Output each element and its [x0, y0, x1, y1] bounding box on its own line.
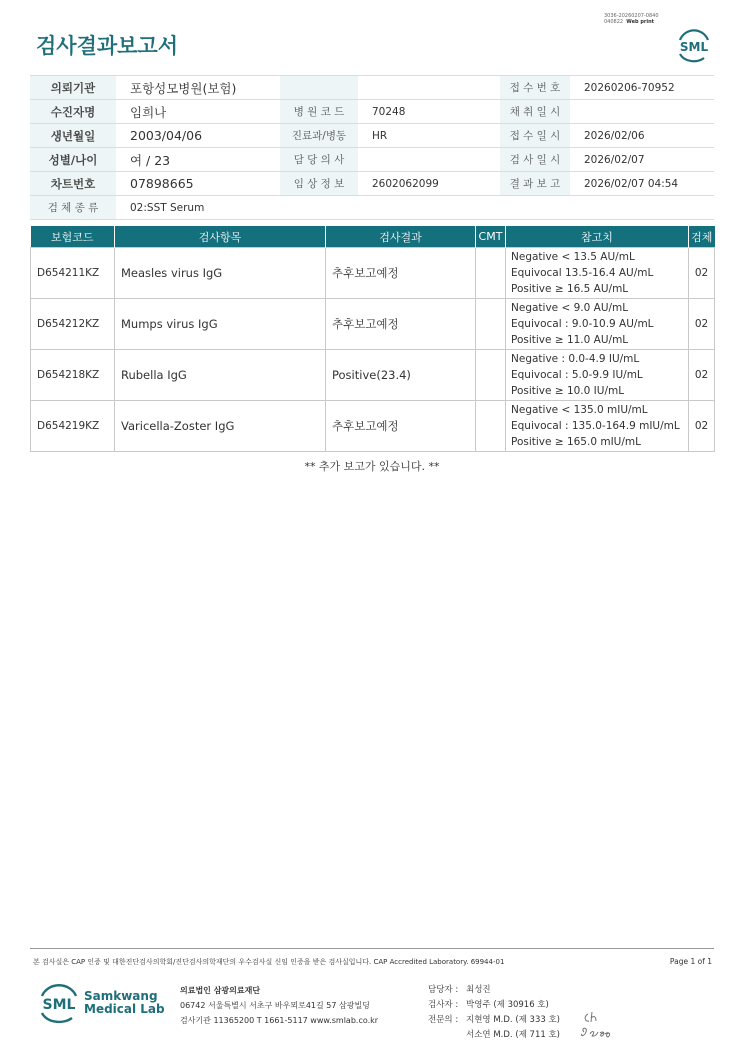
- footer-organization: [180, 983, 378, 1028]
- org-contact: 검사기관 11365200 T 1661-5117 www.smlab.co.kr: [180, 1016, 379, 1025]
- insurance-code: D654218KZ: [31, 350, 115, 401]
- report-title: 검사결과보고서: [36, 34, 179, 58]
- col-reference: 참고치: [506, 226, 689, 248]
- reference-range: [506, 350, 689, 401]
- staff-name: 박영주 (제 30916 호): [466, 1000, 549, 1010]
- info-label: 결 과 보 고: [500, 172, 570, 196]
- info-label: 접 수 번 호: [500, 76, 570, 100]
- reference-range: [506, 401, 689, 452]
- info-row: [30, 100, 714, 124]
- test-result: 추후보고예정: [326, 401, 476, 452]
- result-row: [31, 248, 715, 299]
- staff-name: 지현영 M.D. (제 333 호): [466, 1015, 561, 1025]
- info-value: 포항성모병원(보험): [116, 76, 280, 100]
- footer-brand: [84, 990, 165, 1016]
- additional-report-note: ** 추가 보고가 있습니다. **: [304, 460, 440, 473]
- info-value: [358, 76, 500, 100]
- specimen-code: 02: [689, 350, 715, 401]
- info-value: 2026/02/06: [570, 124, 714, 148]
- info-label: 수진자명: [30, 100, 116, 124]
- col-specimen: 검체: [689, 226, 715, 248]
- reference-line: Equivocal : 5.0-9.9 IU/mL: [511, 369, 643, 381]
- col-test-result: 검사결과: [326, 226, 476, 248]
- info-label: 생년월일: [30, 124, 116, 148]
- results-header-row: [31, 226, 715, 248]
- reference-line: Positive ≥ 10.0 IU/mL: [511, 385, 625, 397]
- info-label: 채 취 일 시: [500, 100, 570, 124]
- accreditation-note: 본 검사실은 CAP 인증 및 대한진단검사의학회/진단검사의학재단의 우수검사실 신임 인증을 받은 검사실입니다. CAP Accredited Laboratory. 69944-01: [33, 958, 505, 966]
- info-value: 07898665: [116, 172, 280, 196]
- document-id: [604, 13, 659, 25]
- sml-logo-icon: [674, 25, 714, 63]
- test-result: 추후보고예정: [326, 299, 476, 350]
- insurance-code: D654211KZ: [31, 248, 115, 299]
- info-label: 임 상 정 보: [280, 172, 358, 196]
- info-label: 차트번호: [30, 172, 116, 196]
- info-value: 2602062099: [358, 172, 500, 196]
- specimen-code: 02: [689, 299, 715, 350]
- staff-name: 최성진: [466, 985, 491, 995]
- samkwang-logo-icon: [36, 980, 82, 1026]
- info-label: 진료과/병동: [280, 124, 358, 148]
- info-label: 병 원 코 드: [280, 100, 358, 124]
- specimen-value: 02:SST Serum: [116, 196, 714, 220]
- test-result: Positive(23.4): [326, 350, 476, 401]
- info-value: 70248: [358, 100, 500, 124]
- info-row: [30, 172, 714, 196]
- svg-text:SML: SML: [42, 997, 76, 1013]
- reference-line: Positive ≥ 16.5 AU/mL: [511, 283, 629, 295]
- info-label: 의뢰기관: [30, 76, 116, 100]
- staff-role: 담당자 :: [428, 985, 459, 995]
- reference-line: Equivocal : 135.0-164.9 mIU/mL: [511, 420, 680, 432]
- staff-row: [428, 1028, 560, 1043]
- cmt-cell: [476, 299, 506, 350]
- info-label: 성별/나이: [30, 148, 116, 172]
- brand-line-2: Medical Lab: [84, 1002, 165, 1016]
- org-name: 의료법인 삼광의료재단: [180, 986, 261, 995]
- specimen-code: 02: [689, 248, 715, 299]
- reference-line: Equivocal 13.5-16.4 AU/mL: [511, 267, 654, 279]
- col-test-item: 검사항목: [115, 226, 326, 248]
- info-value: 2003/04/06: [116, 124, 280, 148]
- test-item: Rubella IgG: [115, 350, 326, 401]
- info-value: 2026/02/07 04:54: [570, 172, 714, 196]
- result-row: [31, 299, 715, 350]
- reference-line: Negative : 0.0-4.9 IU/mL: [511, 353, 640, 365]
- page-number: Page 1 of 1: [669, 957, 712, 966]
- info-value: 2026/02/07: [570, 148, 714, 172]
- result-row: [31, 401, 715, 452]
- patient-info-table: [30, 75, 714, 220]
- svg-text:SML: SML: [679, 40, 709, 54]
- info-label: 담 당 의 사: [280, 148, 358, 172]
- reference-line: Negative < 13.5 AU/mL: [511, 251, 635, 263]
- footer-staff: [428, 983, 560, 1043]
- info-value: 여 / 23: [116, 148, 280, 172]
- test-item: Mumps virus IgG: [115, 299, 326, 350]
- info-row-specimen: [30, 196, 714, 220]
- cmt-cell: [476, 401, 506, 452]
- reference-line: Negative < 9.0 AU/mL: [511, 302, 629, 314]
- reference-range: [506, 248, 689, 299]
- staff-role: 전문의 :: [428, 1015, 459, 1025]
- insurance-code: D654219KZ: [31, 401, 115, 452]
- reference-range: [506, 299, 689, 350]
- info-row: [30, 76, 714, 100]
- info-row: [30, 148, 714, 172]
- reference-line: Positive ≥ 165.0 mIU/mL: [511, 436, 641, 448]
- info-value: [570, 100, 714, 124]
- info-value: [358, 148, 500, 172]
- brand-line-1: Samkwang: [84, 989, 158, 1003]
- col-insurance-code: 보험코드: [31, 226, 115, 248]
- staff-row: [428, 998, 560, 1013]
- reference-line: Positive ≥ 11.0 AU/mL: [511, 334, 629, 346]
- info-value: 20260206-70952: [570, 76, 714, 100]
- info-label: 접 수 일 시: [500, 124, 570, 148]
- info-value: HR: [358, 124, 500, 148]
- result-row: [31, 350, 715, 401]
- doc-id-line: 3036-20260207-0840: [604, 13, 659, 19]
- staff-role: 검사자 :: [428, 1000, 459, 1010]
- info-row: [30, 124, 714, 148]
- info-label: 검 사 일 시: [500, 148, 570, 172]
- specimen-label: 검 체 종 류: [30, 196, 116, 220]
- cmt-cell: [476, 248, 506, 299]
- test-result: 추후보고예정: [326, 248, 476, 299]
- staff-row: [428, 983, 560, 998]
- reference-line: Equivocal : 9.0-10.9 AU/mL: [511, 318, 654, 330]
- footer-divider: [30, 948, 714, 949]
- specimen-code: 02: [689, 401, 715, 452]
- col-cmt: CMT: [476, 226, 506, 248]
- staff-name: 서소연 M.D. (제 711 호): [466, 1030, 561, 1040]
- test-item: Varicella-Zoster IgG: [115, 401, 326, 452]
- test-item: Measles virus IgG: [115, 248, 326, 299]
- signature-icon: [578, 1006, 614, 1042]
- cmt-cell: [476, 350, 506, 401]
- info-label: [280, 76, 358, 100]
- staff-row: [428, 1013, 560, 1028]
- insurance-code: D654212KZ: [31, 299, 115, 350]
- results-table: [30, 226, 715, 452]
- org-address: 06742 서울특별시 서초구 바우뫼로41길 57 삼광빌딩: [180, 1001, 370, 1010]
- doc-sub-line: 040822 Web print: [604, 19, 655, 25]
- info-value: 임희나: [116, 100, 280, 124]
- reference-line: Negative < 135.0 mIU/mL: [511, 404, 648, 416]
